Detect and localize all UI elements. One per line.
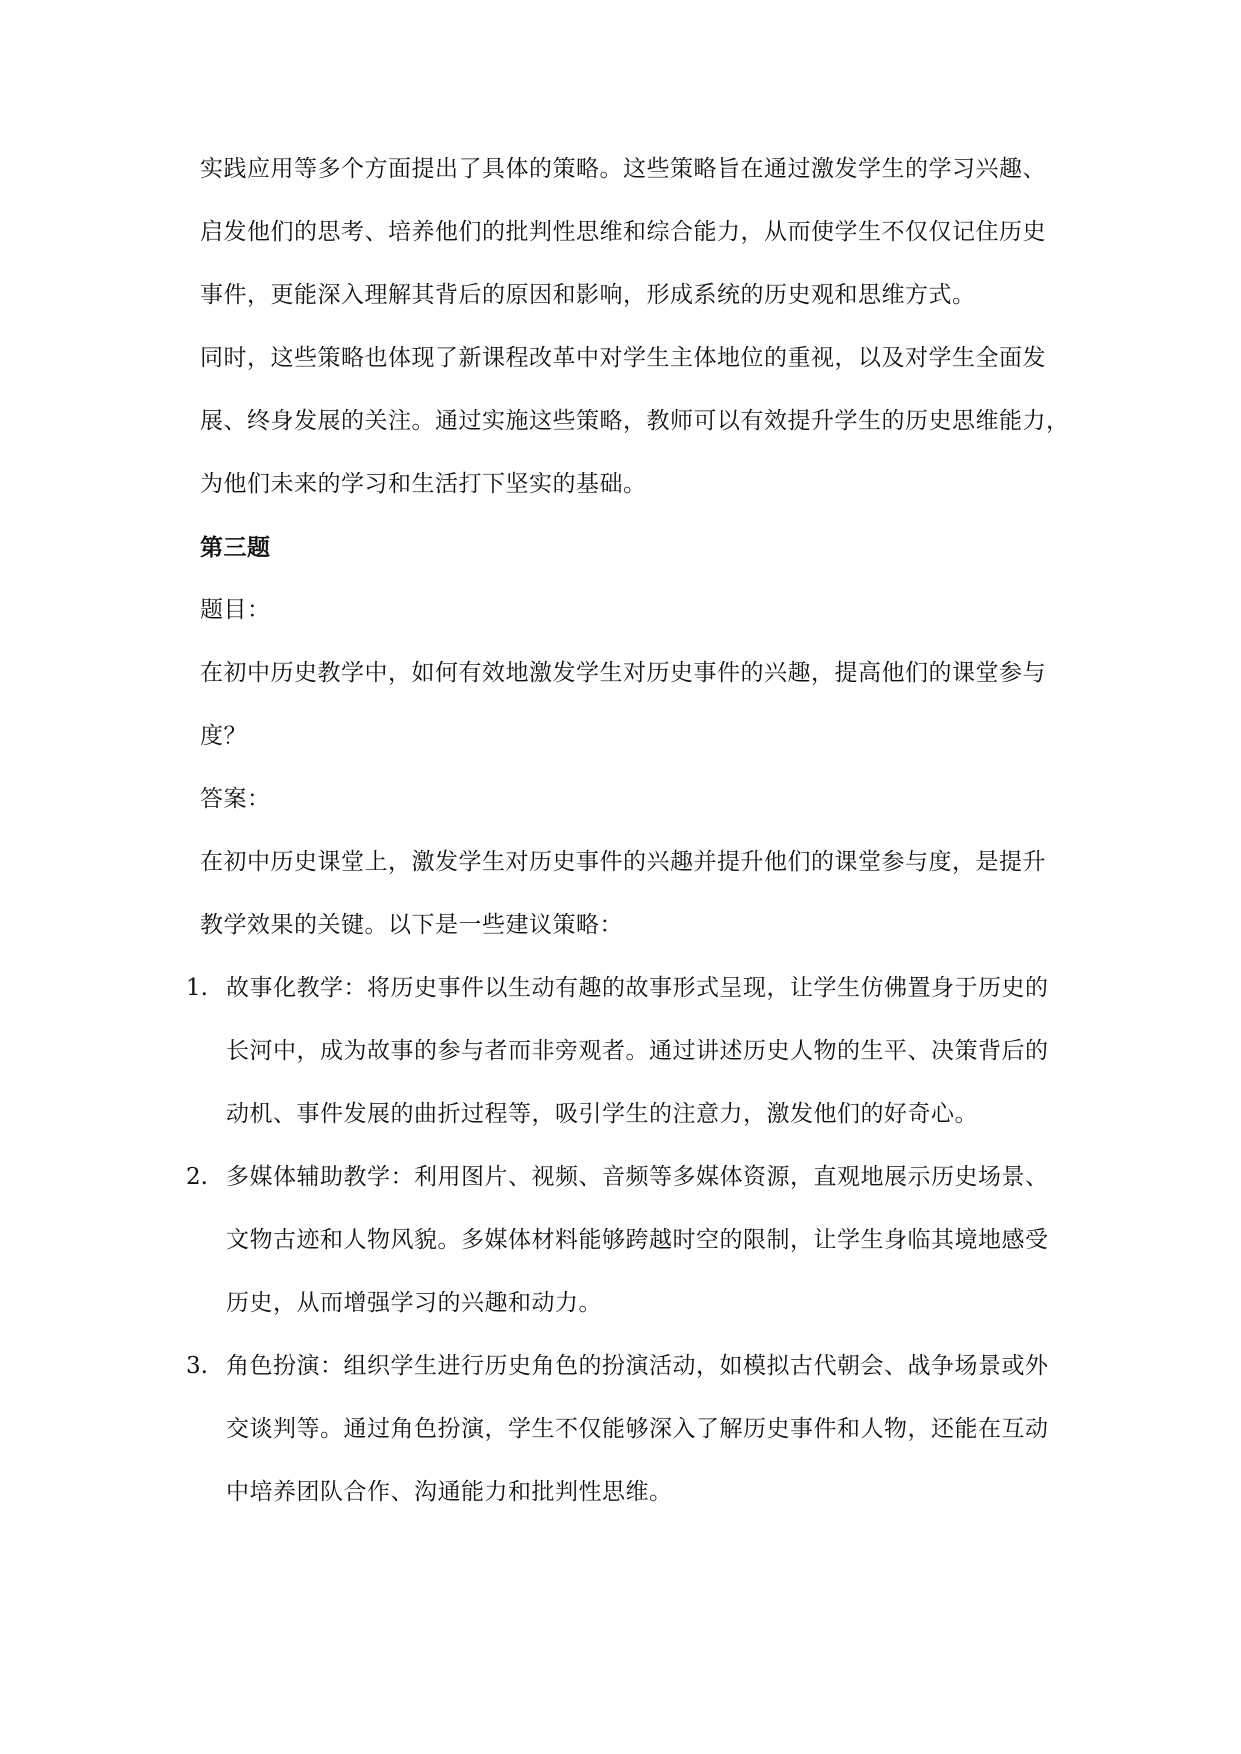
text-line: 在初中历史教学中，如何有效地激发学生对历史事件的兴趣，提高他们的课堂参与	[200, 660, 1046, 686]
list-item	[186, 1146, 1100, 1335]
text-line: 文物古迹和人物风貌。多媒体材料能够跨越时空的限制，让学生身临其境地感受	[226, 1227, 1049, 1253]
document-body	[186, 138, 1100, 1524]
text-line: 教学效果的关键。以下是一些建议策略：	[200, 912, 623, 938]
intro-paragraph	[200, 138, 1100, 327]
answer-label: 答案：	[200, 786, 271, 812]
list-item-body	[226, 1146, 1100, 1335]
list-item-body	[226, 957, 1100, 1146]
text-line: 同时，这些策略也体现了新课程改革中对学生主体地位的重视，以及对学生全面发	[200, 345, 1046, 371]
text-line: 交谈判等。通过角色扮演，学生不仅能够深入了解历史事件和人物，还能在互动	[226, 1416, 1049, 1442]
second-paragraph	[200, 327, 1100, 516]
text-line: 在初中历史课堂上，激发学生对历史事件的兴趣并提升他们的课堂参与度，是提升	[200, 849, 1046, 875]
answer-intro	[200, 831, 1100, 957]
text-line: 展、终身发展的关注。通过实施这些策略，教师可以有效提升学生的历史思维能力，	[200, 408, 1070, 434]
list-number: 1.	[186, 975, 208, 1001]
list-number: 3.	[186, 1353, 208, 1379]
strategy-list	[186, 957, 1100, 1524]
text-line: 度？	[200, 723, 247, 749]
text-line: 多媒体辅助教学：利用图片、视频、音频等多媒体资源，直观地展示历史场景、	[226, 1164, 1049, 1190]
text-line: 实践应用等多个方面提出了具体的策略。这些策略旨在通过激发学生的学习兴趣、	[200, 156, 1046, 182]
text-line: 长河中，成为故事的参与者而非旁观者。通过讲述历史人物的生平、决策背后的	[226, 1038, 1049, 1064]
list-number: 2.	[186, 1164, 208, 1190]
list-item-body	[226, 1335, 1100, 1524]
question-text	[200, 642, 1100, 768]
text-line: 角色扮演：组织学生进行历史角色的扮演活动，如模拟古代朝会、战争场景或外	[226, 1353, 1049, 1379]
text-line: 启发他们的思考、培养他们的批判性思维和综合能力，从而使学生不仅仅记住历史	[200, 219, 1046, 245]
text-line: 为他们未来的学习和生活打下坚实的基础。	[200, 471, 647, 497]
text-line: 中培养团队合作、沟通能力和批判性思维。	[226, 1479, 673, 1505]
text-line: 故事化教学：将历史事件以生动有趣的故事形式呈现，让学生仿佛置身于历史的	[226, 975, 1049, 1001]
section-heading: 第三题	[200, 534, 271, 561]
text-line: 动机、事件发展的曲折过程等，吸引学生的注意力，激发他们的好奇心。	[226, 1101, 978, 1127]
list-item	[186, 1335, 1100, 1524]
list-item	[186, 957, 1100, 1146]
question-label: 题目：	[200, 597, 271, 623]
text-line: 历史，从而增强学习的兴趣和动力。	[226, 1290, 602, 1316]
text-line: 事件，更能深入理解其背后的原因和影响，形成系统的历史观和思维方式。	[200, 282, 976, 308]
